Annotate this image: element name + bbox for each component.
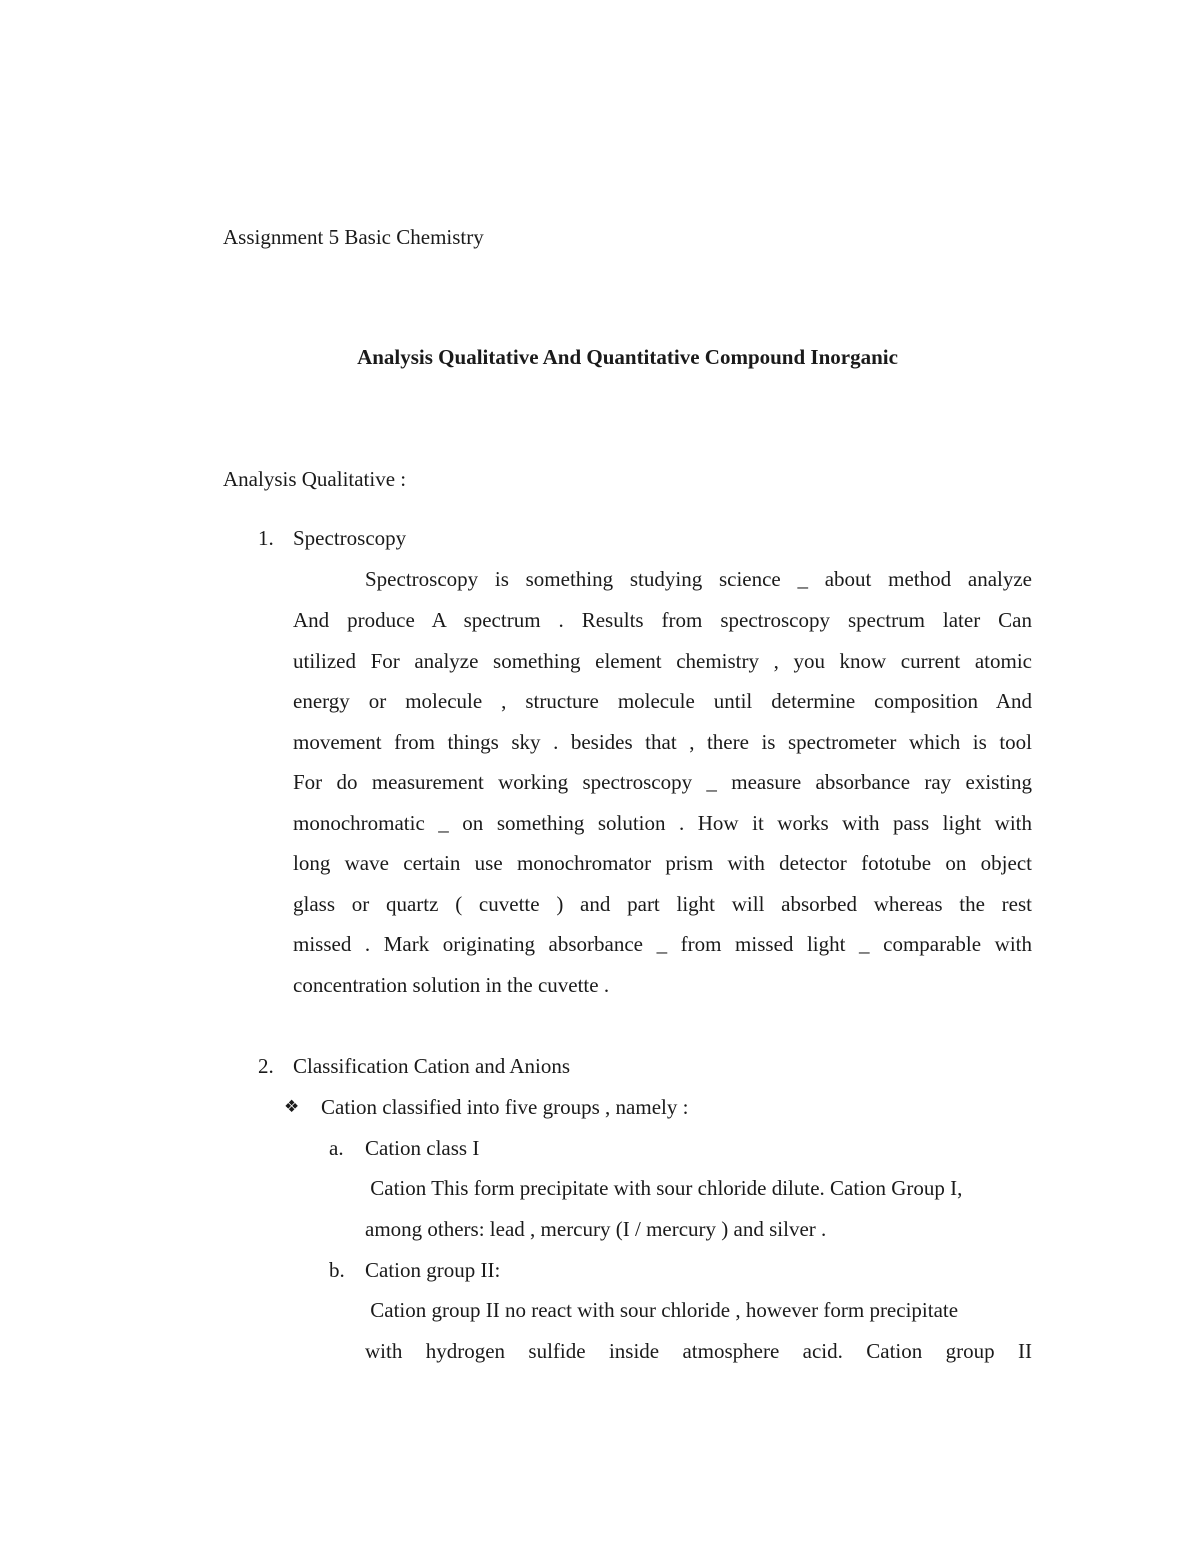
subitem-line: Cation group II no react with sour chloride , however form precipitate — [365, 1298, 959, 1322]
paragraph-line: And produce A spectrum . Results from spectroscopy spectrum later Can — [293, 608, 1032, 632]
section-heading: Analysis Qualitative : — [223, 467, 407, 491]
paragraph-line: glass or quartz ( cuvette ) and part light will absorbed whereas the rest — [293, 892, 1032, 916]
main-title: Analysis Qualitative And Quantitative Compound Inorganic — [357, 345, 898, 369]
paragraph-line: utilized For analyze something element chemistry , you know current atomic — [293, 649, 1032, 673]
subitem-line: among others: lead , mercury (I / mercury ) and silver . — [365, 1217, 827, 1241]
list-marker-2: 2. — [258, 1054, 274, 1078]
item-title-spectroscopy: Spectroscopy — [293, 526, 407, 550]
paragraph-line: concentration solution in the cuvette . — [293, 973, 610, 997]
assignment-title: Assignment 5 Basic Chemistry — [223, 225, 484, 249]
subitem-title-cation-group-2: Cation group II: — [365, 1258, 501, 1282]
diamond-bullet-icon: ❖ — [284, 1097, 300, 1117]
item-title-classification: Classification Cation and Anions — [293, 1054, 571, 1078]
subitem-title-cation-class-1: Cation class I — [365, 1136, 480, 1160]
paragraph-line: monochromatic _ on something solution . How it works with pass light with — [293, 811, 1032, 835]
paragraph-line: Spectroscopy is something studying science _ about method analyze — [365, 567, 1032, 591]
subitem-line: Cation This form precipitate with sour chloride dilute. Cation Group I, — [365, 1176, 963, 1200]
paragraph-line: energy or molecule , structure molecule until determine composition And — [293, 689, 1032, 713]
paragraph-line: long wave certain use monochromator prism with detector fototube on object — [293, 851, 1032, 875]
subitem-line: with hydrogen sulfide inside atmosphere acid. Cation group II — [365, 1339, 1032, 1363]
paragraph-line: missed . Mark originating absorbance _ from missed light _ comparable with — [293, 932, 1032, 956]
paragraph-line: For do measurement working spectroscopy _ measure absorbance ray existing — [293, 770, 1032, 794]
bullet-text: Cation classified into five groups , namely : — [321, 1095, 689, 1119]
list-marker-1: 1. — [258, 526, 274, 550]
paragraph-line: movement from things sky . besides that , there is spectrometer which is tool — [293, 730, 1032, 754]
sub-marker-a: a. — [329, 1136, 344, 1160]
sub-marker-b: b. — [329, 1258, 345, 1282]
